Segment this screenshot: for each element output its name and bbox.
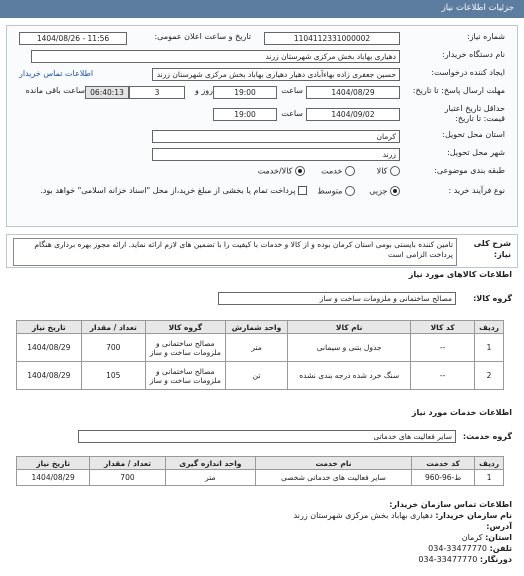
services-group-field: سایر فعالیت های خدماتی: [78, 430, 456, 443]
col-header: کد کالا: [411, 321, 475, 334]
radio-selected-icon[interactable]: [295, 166, 305, 176]
header-bar: [0, 0, 524, 18]
deadline-time-label: ساعت: [281, 86, 303, 95]
table-row: [17, 334, 504, 362]
col-header: تعداد / مقدار: [90, 457, 165, 470]
radio-selected-icon[interactable]: [390, 186, 400, 196]
cell-date: 1404/08/29: [17, 334, 82, 362]
process-option-medium[interactable]: متوسط: [317, 186, 355, 196]
cell-code: --: [411, 362, 475, 390]
need-number-label: شماره نیاز:: [467, 32, 505, 41]
checkbox-icon[interactable]: [298, 186, 307, 195]
cell-unit: تن: [225, 362, 287, 390]
org-address-line: آدرس:: [486, 522, 512, 531]
buyer-contact-link[interactable]: اطلاعات تماس خریدار: [19, 69, 94, 78]
process-option-minor[interactable]: جزیی: [369, 186, 400, 196]
category-label: طبقه بندی موضوعی:: [434, 166, 505, 175]
col-header: تاریخ نیاز: [17, 457, 90, 470]
cell-code: --: [411, 334, 475, 362]
treasury-payment-option[interactable]: پرداخت تمام یا بخشی از مبلغ خرید،از محل "اسناد خزانه اسلامی" خواهد بود.: [40, 186, 307, 195]
col-header: ردیف: [475, 457, 504, 470]
announce-label: تاریخ و ساعت اعلان عمومی:: [154, 32, 251, 41]
col-header: نام خدمت: [256, 457, 412, 470]
radio-icon[interactable]: [345, 166, 355, 176]
category-option-goods[interactable]: کالا: [377, 166, 400, 176]
remaining-time-label: ساعت باقی مانده: [25, 86, 85, 95]
creator-label: ایجاد کننده درخواست:: [431, 68, 505, 77]
goods-table-header: [17, 321, 504, 334]
cell-index: 1: [475, 334, 504, 362]
city-label: شهر محل تحویل:: [447, 148, 505, 157]
cell-name: جدول بتنی و سیمانی: [288, 334, 411, 362]
creator-field: حسین جعفری زاده بهاءآبادی دهیار دهیاری بهاباد بخش مرکزی شهرستان زرند: [152, 68, 400, 81]
org-phone-line: تلفن: 034-33477770: [428, 544, 512, 553]
cell-qty: 700: [90, 470, 165, 486]
org-buyer-line: نام سازمان خریدار: دهیاری بهاباد بخش مرکزی شهرستان زرند: [293, 511, 512, 520]
description-label-2: نیاز:: [493, 250, 511, 259]
remaining-time-field: 06:40:13: [85, 86, 129, 99]
radio-icon[interactable]: [345, 186, 355, 196]
category-option-service[interactable]: خدمت: [321, 166, 355, 176]
cell-group: مصالح ساختمانی و ملزومات ساخت و ساز: [145, 334, 225, 362]
city-field: زرند: [152, 148, 400, 161]
process-label: نوع فرآیند خرید :: [448, 186, 505, 195]
col-header: واحد اندازه گیری: [165, 457, 255, 470]
page-title: جزئیات اطلاعات نیاز: [441, 3, 514, 13]
goods-group-field: مصالح ساختمانی و ملزومات ساخت و ساز: [218, 292, 456, 305]
validity-time-field: 19:00: [213, 108, 277, 121]
need-number-field: 1104112331000002: [264, 32, 400, 45]
announce-field: 1404/08/26 - 11:56: [19, 32, 127, 45]
deadline-time-field: 19:00: [213, 86, 277, 99]
cell-index: 1: [475, 470, 504, 486]
col-header: گروه کالا: [145, 321, 225, 334]
services-section-title: اطلاعات خدمات مورد نیاز: [411, 408, 512, 417]
services-table: [16, 456, 504, 486]
days-field: 3: [129, 86, 185, 99]
province-field: کرمان: [152, 130, 400, 143]
cell-qty: 105: [81, 362, 145, 390]
description-label-1: شرح کلی: [473, 239, 511, 248]
category-option-goods-service[interactable]: کالا/خدمت: [258, 166, 305, 176]
cell-date: 1404/08/29: [17, 362, 82, 390]
validity-time-label: ساعت: [281, 109, 303, 118]
org-contact-title: اطلاعات تماس سازمان خریدار:: [389, 500, 512, 509]
col-header: تاریخ نیاز: [17, 321, 82, 334]
description-text: تامین کننده بایستی بومی استان کرمان بوده و از کالا و خدمات با کیفیت را با تضمین های لازم ارائه نماید. ارائه مجوز بهره برداری هنگام پرداخت الزامی است: [13, 238, 457, 266]
table-row: [17, 362, 504, 390]
buyer-field: دهیاری بهاباد بخش مرکزی شهرستان زرند: [31, 50, 400, 63]
province-label: استان محل تحویل:: [442, 130, 505, 139]
validity-label-2: قیمت: تا تاریخ:: [455, 114, 505, 123]
col-header: تعداد / مقدار: [81, 321, 145, 334]
goods-section-title: اطلاعات کالاهای مورد نیاز: [408, 270, 512, 279]
col-header: ردیف: [475, 321, 504, 334]
cell-code: ط-96-960: [411, 470, 474, 486]
validity-label-1: حداقل تاریخ اعتبار: [444, 104, 505, 113]
org-province-line: استان: کرمان: [461, 533, 512, 542]
services-group-label: گروه خدمت:: [462, 432, 512, 441]
goods-group-label: گروه کالا:: [473, 294, 512, 303]
buyer-label: نام دستگاه خریدار:: [442, 50, 505, 59]
deadline-label: مهلت ارسال پاسخ: تا تاریخ:: [412, 86, 505, 95]
cell-qty: 700: [81, 334, 145, 362]
cell-unit: متر: [225, 334, 287, 362]
cell-name: سنگ خرد شده درجه بندی نشده: [288, 362, 411, 390]
cell-date: 1404/08/29: [17, 470, 90, 486]
radio-icon[interactable]: [390, 166, 400, 176]
validity-date-field: 1404/09/02: [306, 108, 400, 121]
org-fax-line: دورنگار: 034-33477770: [418, 555, 512, 564]
description-panel: [6, 234, 518, 268]
col-header: کد خدمت: [411, 457, 474, 470]
cell-index: 2: [475, 362, 504, 390]
cell-group: مصالح ساختمانی و ملزومات ساخت و ساز: [145, 362, 225, 390]
deadline-date-field: 1404/08/29: [306, 86, 400, 99]
table-row: [17, 470, 504, 486]
days-label: روز و: [195, 86, 213, 95]
col-header: واحد شمارش: [225, 321, 287, 334]
services-table-header: [17, 457, 504, 470]
goods-table: [16, 320, 504, 390]
col-header: نام کالا: [288, 321, 411, 334]
cell-name: سایر فعالیت های خدماتی شخصی: [256, 470, 412, 486]
cell-unit: متر: [165, 470, 255, 486]
need-info-panel: [6, 25, 518, 227]
